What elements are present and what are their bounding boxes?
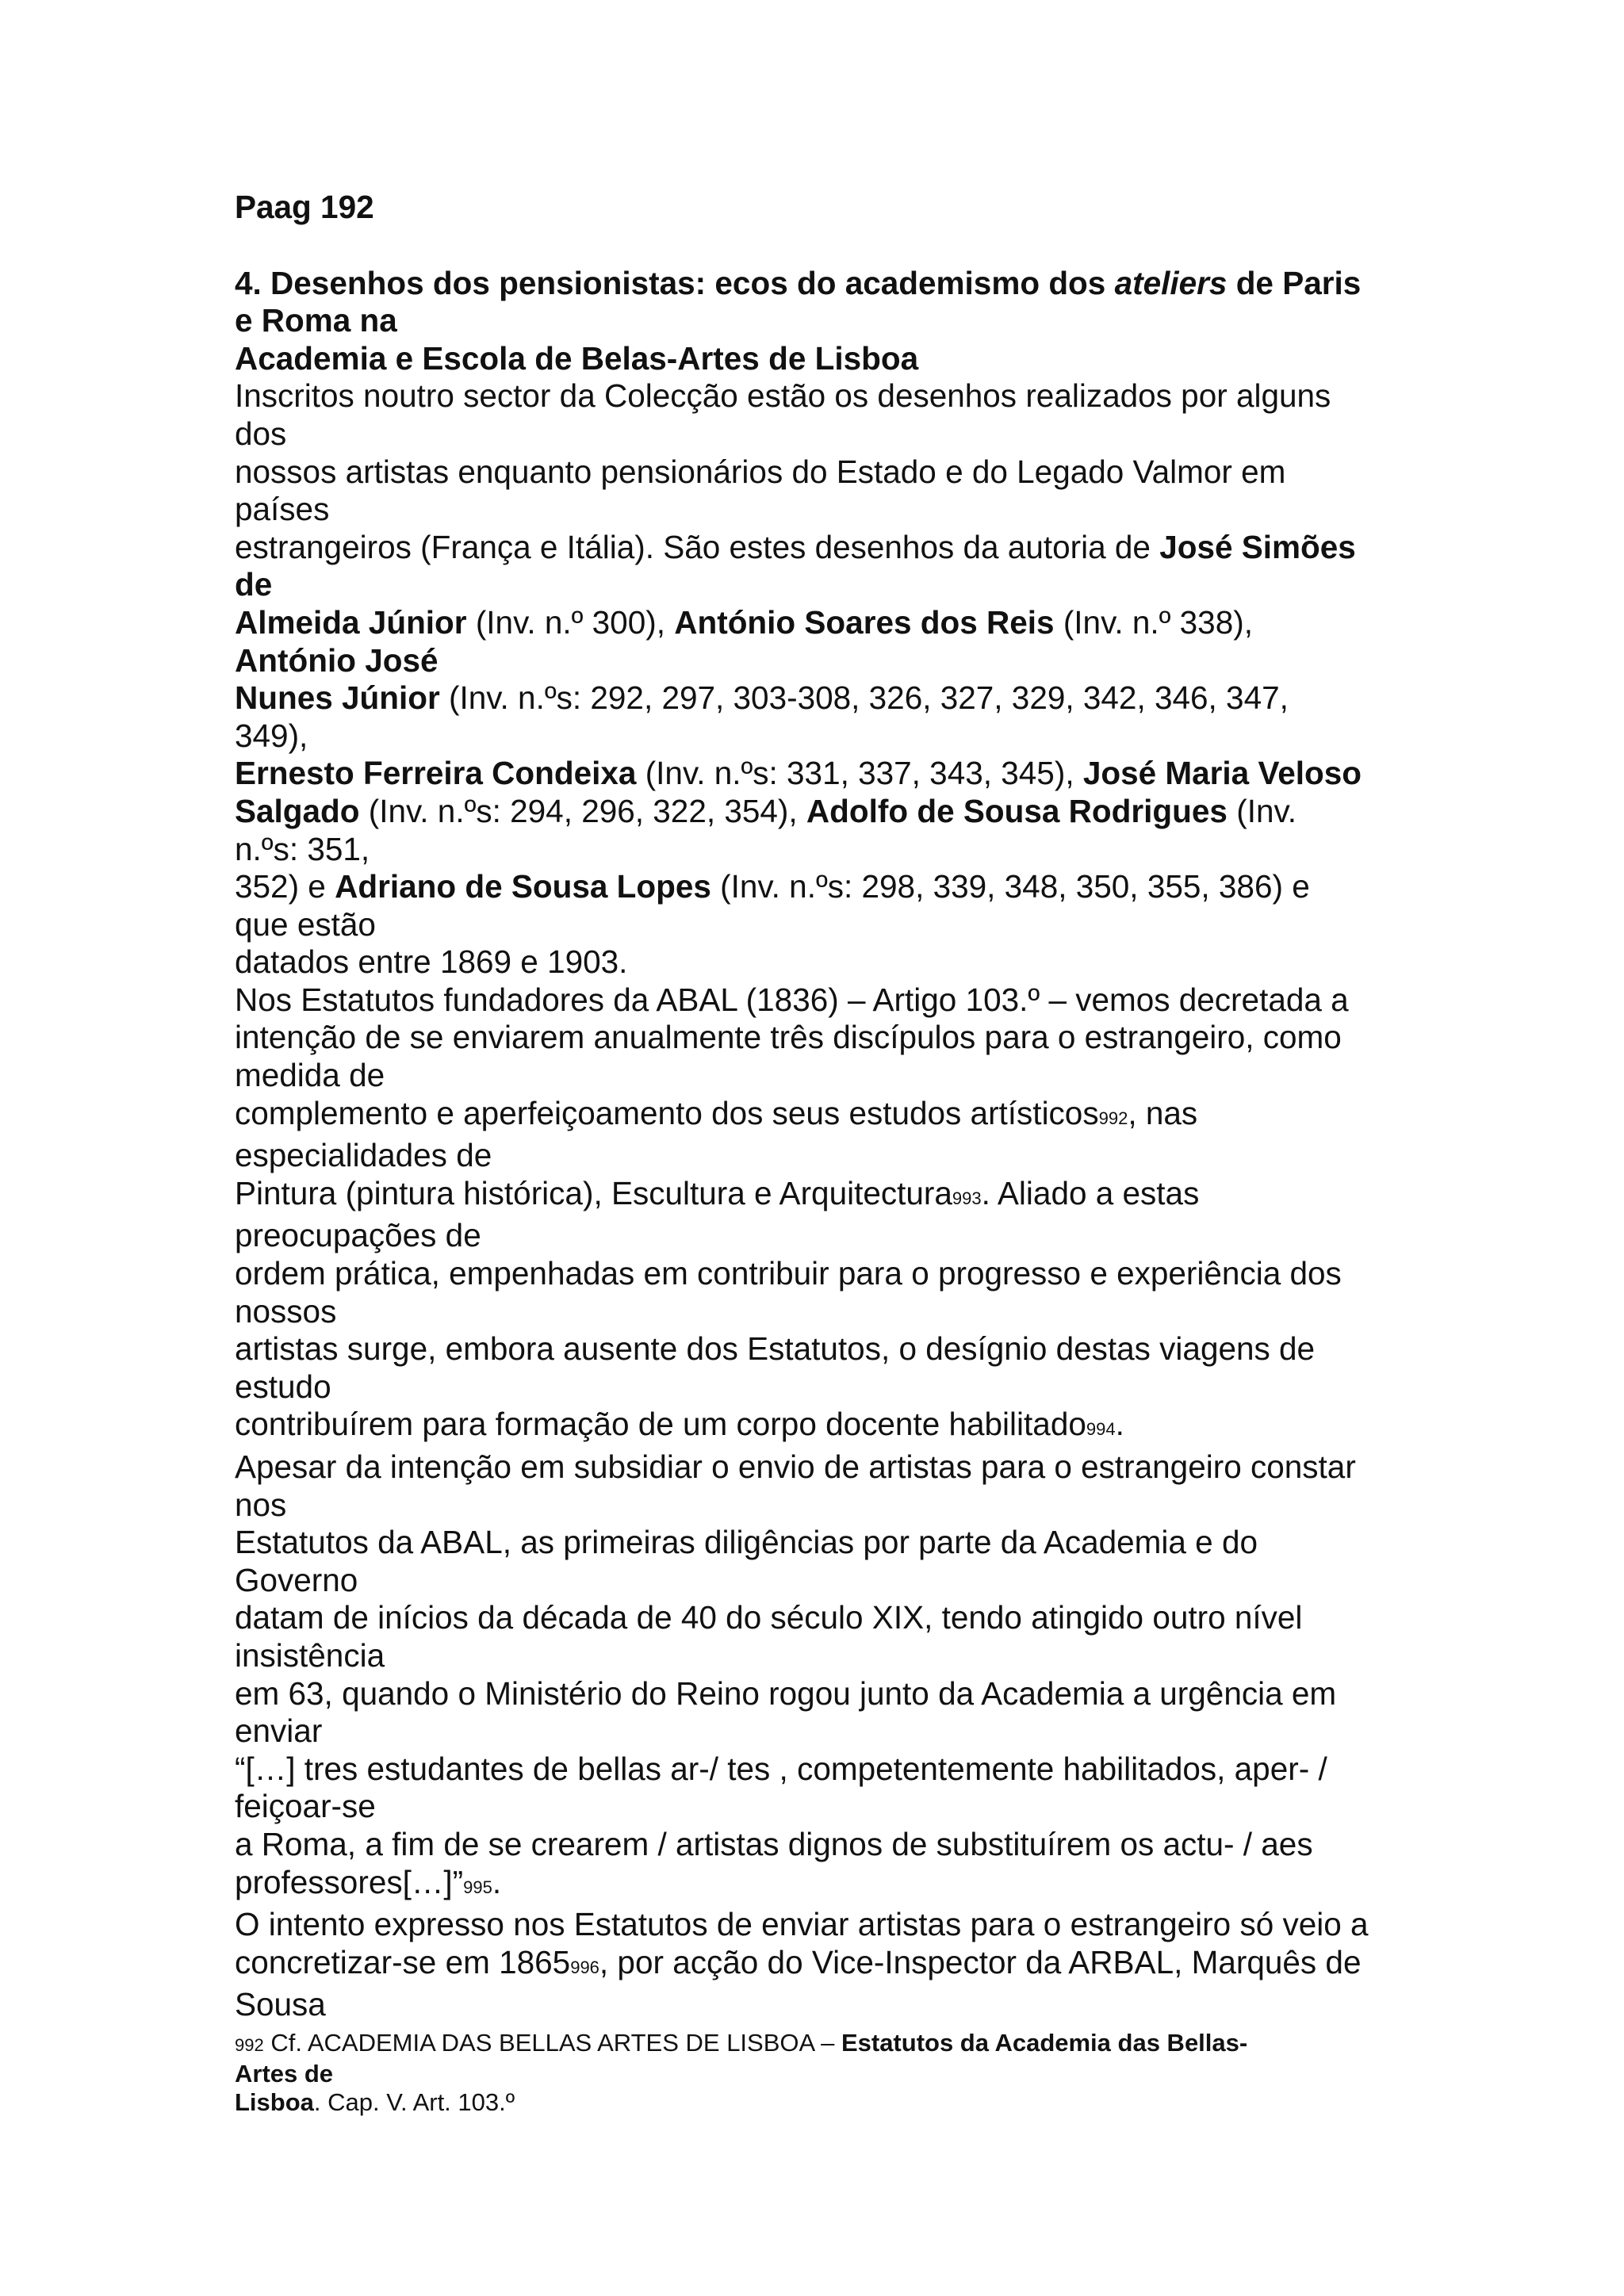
artist-name: Salgado bbox=[235, 792, 360, 829]
footnote-book-title: Artes de bbox=[235, 2059, 334, 2087]
title-italic-ateliers: ateliers bbox=[1114, 264, 1228, 301]
text-line: O intento expresso nos Estatutos de enviar artistas para o estrangeiro só veio a bbox=[235, 1906, 1369, 1943]
text-line: Almeida Júnior (Inv. n.º 300), António Soares dos Reis (Inv. n.º 338), bbox=[235, 603, 1253, 641]
text-line: Salgado (Inv. n.ºs: 294, 296, 322, 354), Adolfo de Sousa Rodrigues (Inv. bbox=[235, 792, 1297, 829]
text-line: nos bbox=[235, 1486, 287, 1523]
text-line: Estatutos da ABAL, as primeiras diligências por parte da Academia e do bbox=[235, 1524, 1258, 1561]
artist-name: Ernesto Ferreira Condeixa bbox=[235, 755, 637, 792]
text-line: Sousa bbox=[235, 1986, 326, 2023]
text-line: que estão bbox=[235, 905, 376, 943]
footnote-line: 992 Cf. ACADEMIA DAS BELLAS ARTES DE LISBOA – Estatutos da Academia das Bellas- bbox=[235, 2028, 1248, 2057]
section-title bbox=[235, 265, 1424, 378]
text-line: insistência bbox=[235, 1636, 385, 1674]
footnote-ref[interactable]: 992 bbox=[1098, 1108, 1128, 1128]
text-line: medida de bbox=[235, 1057, 385, 1094]
text-line: enviar bbox=[235, 1712, 323, 1750]
text-line: países bbox=[235, 491, 330, 528]
text-line: complemento e aperfeiçoamento dos seus estudos artísticos992, nas bbox=[235, 1094, 1198, 1131]
quote-line: professores[…]”995. bbox=[235, 1863, 502, 1900]
footnote bbox=[235, 2029, 1424, 2117]
page-header: Paag 192 bbox=[235, 189, 374, 225]
text-line: datam de inícios da década de 40 do século XIX, tendo atingido outro nível bbox=[235, 1599, 1303, 1636]
footnote-book-title: Lisboa bbox=[235, 2087, 314, 2116]
text-line: Nunes Júnior (Inv. n.ºs: 292, 297, 303-308, 326, 327, 329, 342, 346, 347, bbox=[235, 679, 1289, 717]
text-line: concretizar-se em 1865996, por acção do Vice-Inspector da ARBAL, Marquês de bbox=[235, 1943, 1362, 1980]
artist-name: António José bbox=[235, 641, 439, 679]
text-line: contribuírem para formação de um corpo docente habilitado994. bbox=[235, 1406, 1124, 1443]
text-line: n.ºs: 351, bbox=[235, 830, 370, 867]
text-line: ordem prática, empenhadas em contribuir para o progresso e experiência dos bbox=[235, 1255, 1342, 1292]
text-line: em 63, quando o Ministério do Reino rogou junto da Academia a urgência em bbox=[235, 1674, 1337, 1712]
text-line: datados entre 1869 e 1903. bbox=[235, 943, 628, 981]
text-line: Governo bbox=[235, 1561, 358, 1598]
text-line: Ernesto Ferreira Condeixa (Inv. n.ºs: 331, 337, 343, 345), José Maria Veloso bbox=[235, 755, 1362, 792]
quote-line: feiçoar-se bbox=[235, 1788, 376, 1825]
text-line: preocupações de bbox=[235, 1217, 481, 1254]
text-line: estrangeiros (França e Itália). São estes desenhos da autoria de José Simões bbox=[235, 528, 1356, 565]
text-line: Pintura (pintura histórica), Escultura e Arquitectura993. Aliado a estas bbox=[235, 1174, 1200, 1211]
text-line: especialidades de bbox=[235, 1137, 492, 1174]
text-line: 352) e Adriano de Sousa Lopes (Inv. n.ºs: 298, 339, 348, 350, 355, 386) e bbox=[235, 868, 1310, 905]
text-line: nossos artistas enquanto pensionários do Estado e do Legado Valmor em bbox=[235, 453, 1286, 490]
text-line: Apesar da intenção em subsidiar o envio de artistas para o estrangeiro constar bbox=[235, 1448, 1356, 1485]
artist-name: Adriano de Sousa Lopes bbox=[335, 868, 711, 905]
footnote-number: 992 bbox=[235, 2034, 264, 2055]
text-line: nossos bbox=[235, 1292, 337, 1330]
text-line: Nos Estatutos fundadores da ABAL (1836) – Artigo 103.º – vemos decretada a bbox=[235, 981, 1349, 1018]
artist-name: José Maria Veloso bbox=[1082, 755, 1362, 792]
paragraph-2 bbox=[235, 982, 1424, 1448]
paragraph-3 bbox=[235, 1448, 1424, 1906]
text-line: Inscritos noutro sector da Colecção estão os desenhos realizados por alguns bbox=[235, 377, 1331, 415]
artist-name: Adolfo de Sousa Rodrigues bbox=[806, 792, 1228, 829]
title-line-1: 4. Desenhos dos pensionistas: ecos do academismo dos ateliers de Paris bbox=[235, 264, 1362, 301]
artist-name: de bbox=[235, 566, 273, 603]
document-page bbox=[235, 189, 1424, 2117]
quote-line: a Roma, a fim de se crearem / artistas dignos de substituírem os actu- / aes bbox=[235, 1825, 1313, 1862]
footnote-ref[interactable]: 995 bbox=[463, 1877, 492, 1897]
footnote-ref[interactable]: 994 bbox=[1086, 1419, 1116, 1440]
footnote-book-title: Estatutos da Academia das Bellas- bbox=[841, 2028, 1248, 2057]
text-line: intenção de se enviarem anualmente três discípulos para o estrangeiro, como bbox=[235, 1019, 1342, 1056]
artist-name: Nunes Júnior bbox=[235, 679, 440, 717]
paragraph-4 bbox=[235, 1906, 1424, 2024]
artist-name: António Soares dos Reis bbox=[674, 603, 1055, 641]
artist-name: Almeida Júnior bbox=[235, 603, 467, 641]
quote-line: “[…] tres estudantes de bellas ar-/ tes , competentemente habilitados, aper- / bbox=[235, 1750, 1327, 1787]
text-line: artistas surge, embora ausente dos Estatutos, o desígnio destas viagens de bbox=[235, 1330, 1316, 1368]
footnote-line: Lisboa. Cap. V. Art. 103.º bbox=[235, 2087, 515, 2116]
title-line-3: Academia e Escola de Belas-Artes de Lisboa bbox=[235, 339, 919, 377]
text-line: dos bbox=[235, 415, 287, 452]
paragraph-1 bbox=[235, 377, 1424, 982]
text-line: 349), bbox=[235, 717, 308, 754]
text-line: estudo bbox=[235, 1368, 331, 1405]
footnote-ref[interactable]: 996 bbox=[570, 1957, 599, 1977]
artist-name: José Simões bbox=[1159, 528, 1356, 565]
title-line-2: e Roma na bbox=[235, 302, 397, 339]
footnote-ref[interactable]: 993 bbox=[952, 1188, 982, 1208]
